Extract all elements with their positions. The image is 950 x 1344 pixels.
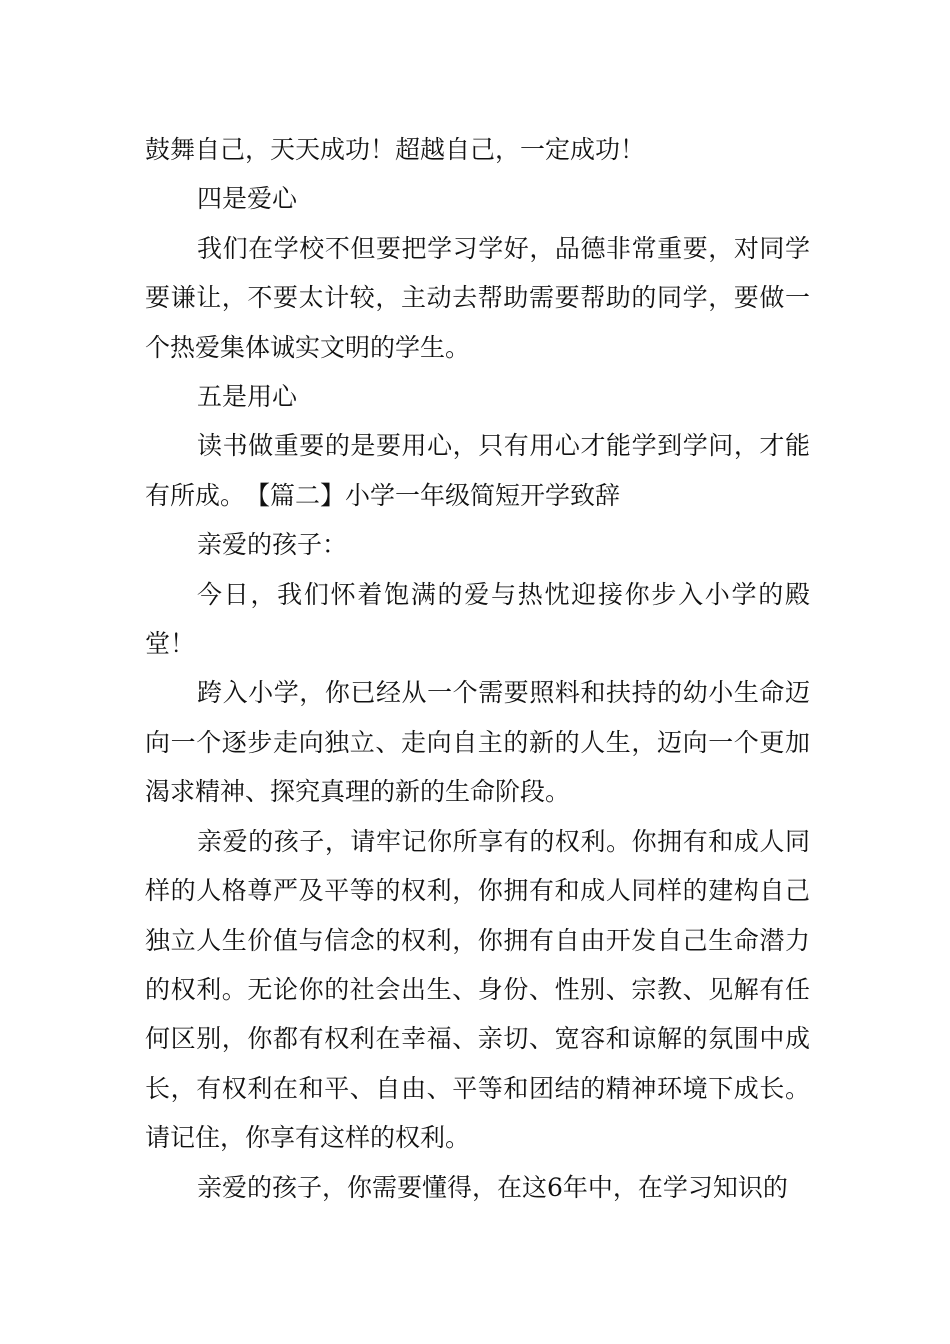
document-page xyxy=(145,125,810,1212)
paragraph-six-years: 亲爱的孩子，你需要懂得，在这6年中，在学习知识的 xyxy=(197,1172,788,1202)
salutation: 亲爱的孩子： xyxy=(197,530,348,560)
paragraph-caring-heart: 我们在学校不但要把学习学好，品德非常重要，对同学要谦让，不要太计较，主动去帮助需要帮助的同学，要做一个热爱集体诚实文明的学生。 xyxy=(145,233,810,362)
heading-caring-heart: 四是爱心 xyxy=(197,184,298,214)
paragraph-attentive-heart: 读书做重要的是要用心，只有用心才能学到学问，才能有所成。 【篇二】小学一年级简短开学致辞 xyxy=(145,431,810,510)
heading-attentive-heart: 五是用心 xyxy=(197,382,298,412)
paragraph-encouragement: 鼓舞自己，天天成功！超越自己，一定成功！ xyxy=(145,135,646,164)
paragraph-new-life: 跨入小学，你已经从一个需要照料和扶持的幼小生命迈向一个逐步走向独立、走向自主的新的人生，迈向一个更加渴求精神、探究真理的新的生命阶段。 xyxy=(145,678,810,807)
paragraph-welcome: 今日，我们怀着饱满的爱与热忱迎接你步入小学的殿堂！ xyxy=(145,579,810,659)
paragraph-rights: 亲爱的孩子，请牢记你所享有的权利。你拥有和成人同样的人格尊严及平等的权利，你拥有和成人同样的建构自己独立人生价值与信念的权利，你拥有自由开发自己生命潜力的权利。无论你的社会出生、身份、性别、宗教、见解有任何区别，你都有权利在幸福、亲切、宽容和谅解的氛围中成长，有权利在和平、自由、平等和团结的精神环境下成长。请记住，你享有这样的权利。 xyxy=(145,826,810,1153)
